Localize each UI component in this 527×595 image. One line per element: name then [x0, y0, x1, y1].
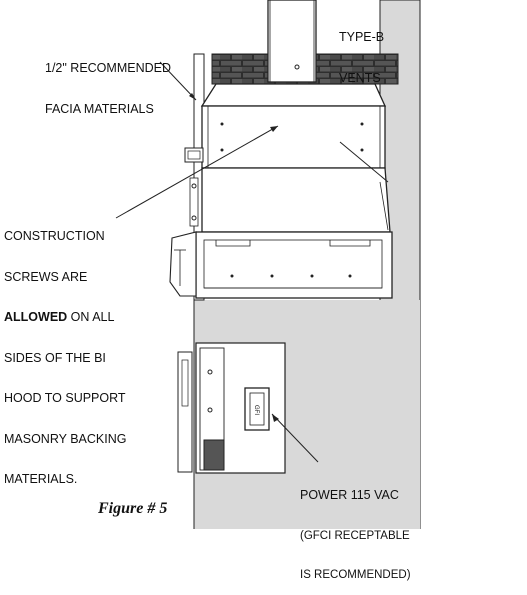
- construction-screws-label: CONSTRUCTION SCREWS ARE ALLOWED ON ALL SIDES OF THE BI HOOD TO SUPPORT MASONRY BACKING MATERIALS.: [4, 229, 127, 486]
- facia-label: 1/2" RECOMMENDED FACIA MATERIALS: [45, 61, 171, 116]
- hood-front: [202, 168, 390, 232]
- gfci-outlet-text: GFI: [253, 405, 259, 415]
- hood-body-upper: [202, 106, 385, 168]
- power-label: POWER 115 VAC (GFCI RECEPTABLE IS RECOMMENDED): [300, 488, 411, 581]
- figure-caption: Figure # 5: [98, 500, 168, 517]
- vent-pipe: [268, 0, 316, 82]
- type-b-vents-label: TYPE-B VENTS: [339, 30, 385, 85]
